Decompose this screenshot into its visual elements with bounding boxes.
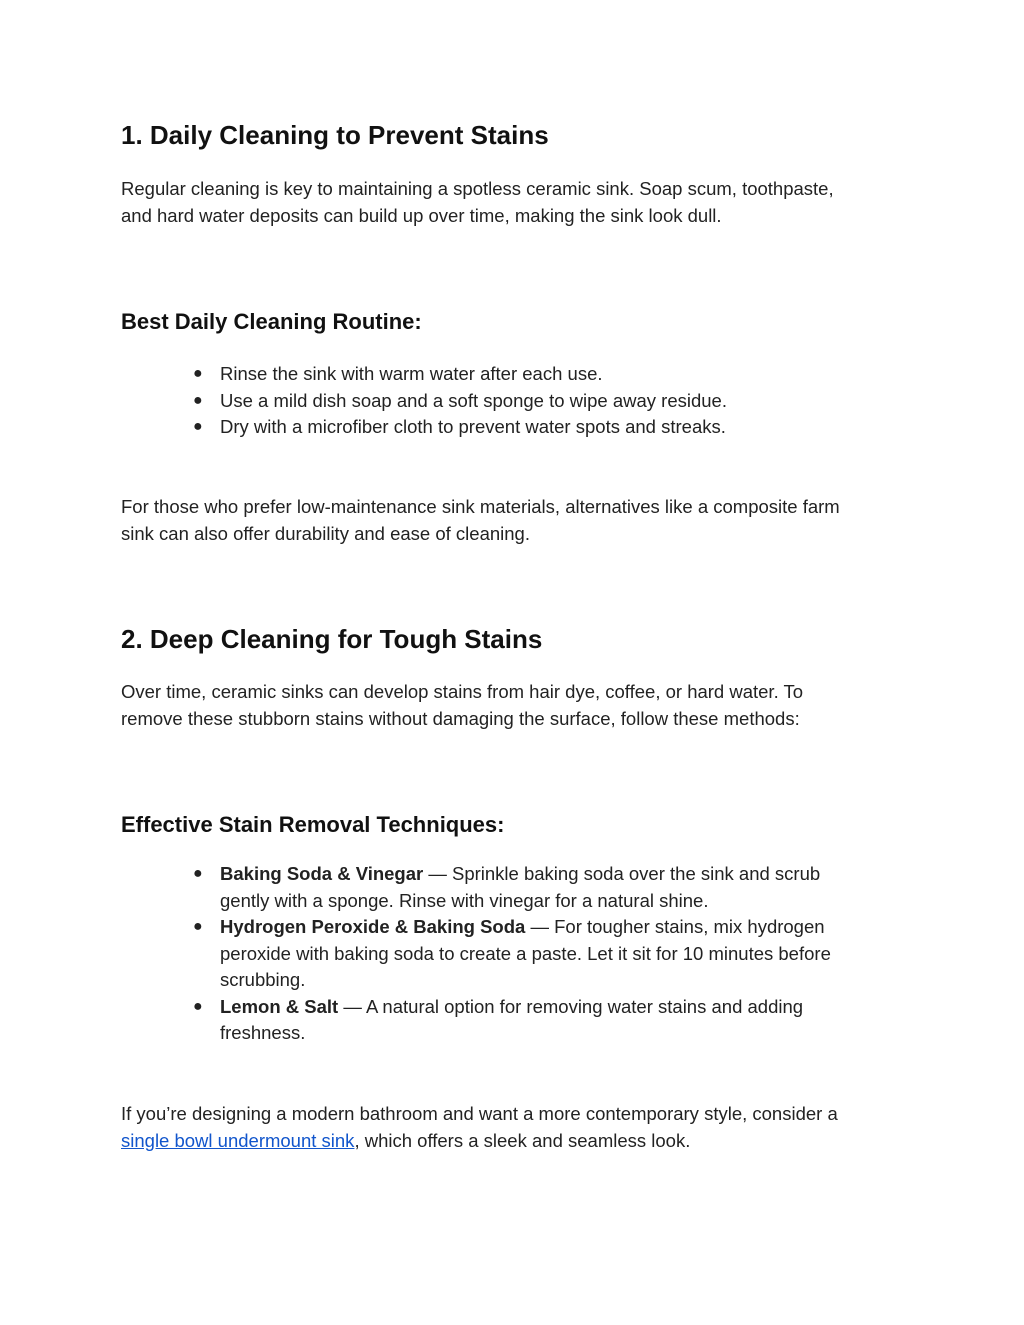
bullet-icon: ● — [193, 418, 203, 435]
section-2-intro — [121, 679, 911, 732]
list-item: ● Lemon & Salt — A natural option for removing water stains and adding freshness. — [193, 995, 804, 1043]
section-1-intro-line-1: Regular cleaning is key to maintaining a spotless ceramic sink. Soap scum, toothpaste, — [121, 178, 834, 199]
section-1-heading: 1. Daily Cleaning to Prevent Stains — [121, 120, 549, 150]
closing-paragraph: If you’re designing a modern bathroom and want a more contemporary style, consider a single bowl undermount sink, which offers a sleek and seamless look. — [121, 1101, 911, 1154]
section-1-outro — [121, 494, 911, 547]
techniques-subheading: Effective Stain Removal Techniques: — [121, 812, 505, 837]
list-item: ● Rinse the sink with warm water after each use. — [121, 361, 911, 388]
section-2-intro-line-1: Over time, ceramic sinks can develop stains from hair dye, coffee, or hard water. To — [121, 681, 804, 702]
closing-line-1: If you’re designing a modern bathroom and want a more contemporary style, consider a — [121, 1103, 838, 1124]
bullet-icon: ● — [193, 865, 203, 882]
undermount-sink-link[interactable]: single bowl undermount sink — [121, 1129, 355, 1151]
bullet-icon: ● — [193, 365, 203, 382]
section-1-intro — [121, 176, 911, 229]
list-item: ● Baking Soda & Vinegar — Sprinkle baking soda over the sink and scrub gently with a sponge. Rinse with vinegar for a natural shine. — [193, 863, 821, 911]
list-item: ● Use a mild dish soap and a soft sponge to wipe away residue. — [121, 388, 911, 415]
bullet-icon: ● — [193, 391, 203, 409]
techniques-list — [121, 861, 911, 1047]
routine-subheading: Best Daily Cleaning Routine: — [121, 309, 422, 334]
section-1-outro-line-1: For those who prefer low-maintenance sink materials, alternatives like a composite farm — [121, 496, 840, 517]
section-2-intro-line-2: remove these stubborn stains without damaging the surface, follow these methods: — [121, 707, 800, 729]
technique-name: Baking Soda & Vinegar — [220, 863, 424, 884]
list-item: ● Dry with a microfiber cloth to prevent water spots and streaks. — [121, 414, 911, 441]
section-1-outro-line-2: sink can also offer durability and ease of cleaning. — [121, 522, 530, 544]
routine-list — [121, 361, 911, 441]
bullet-icon: ● — [193, 997, 203, 1015]
bullet-icon: ● — [193, 918, 203, 935]
section-1-intro-line-2: and hard water deposits can build up over time, making the sink look dull. — [121, 204, 722, 226]
section-2-heading: 2. Deep Cleaning for Tough Stains — [121, 624, 543, 654]
technique-name: Hydrogen Peroxide & Baking Soda — [220, 916, 526, 937]
list-item: ● Hydrogen Peroxide & Baking Soda — For tougher stains, mix hydrogen peroxide with baking soda to create a paste. Let it sit for 10 minutes before scrubbing. — [193, 916, 831, 990]
technique-name: Lemon & Salt — [220, 995, 339, 1017]
